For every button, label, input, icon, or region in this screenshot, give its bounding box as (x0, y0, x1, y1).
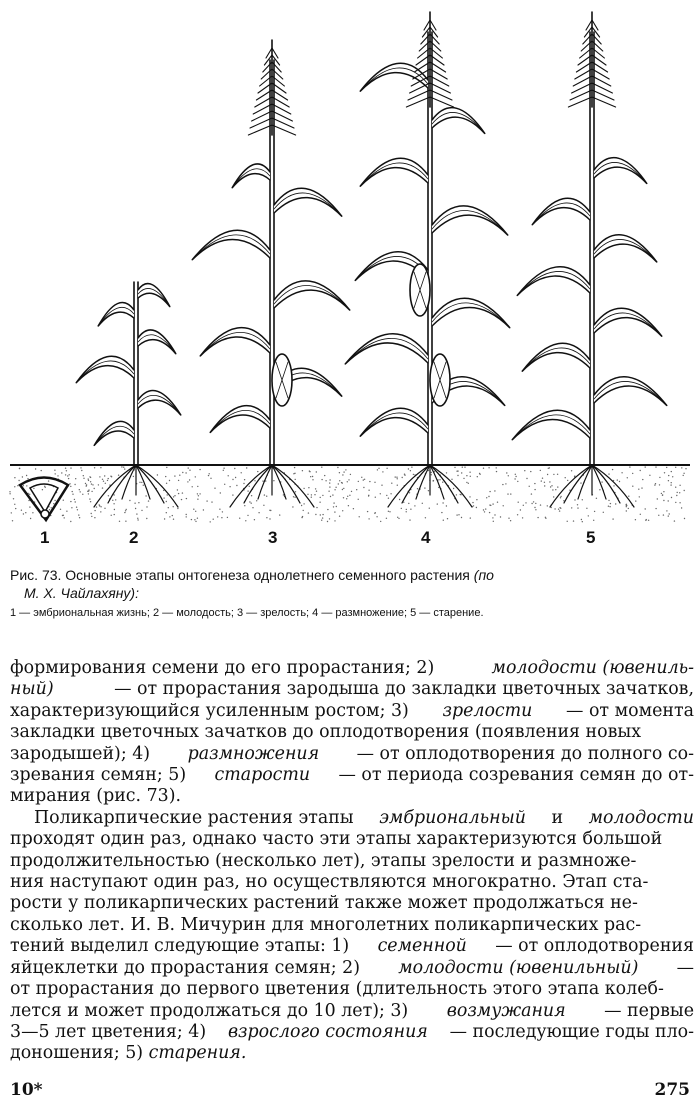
figure-label-4: 4 (421, 528, 431, 547)
text-segment: 3—5 лет цветения; 4) (10, 1021, 212, 1042)
text-segment: лется и может продолжаться до 10 лет); 3) (10, 1000, 414, 1021)
text-line (10, 915, 694, 936)
text-segment: и (545, 807, 569, 828)
text-line (10, 872, 694, 893)
text-line (10, 722, 694, 743)
text-segment: формирования семени до его прорастания; 2) (10, 658, 440, 678)
caption-prefix: Рис. 73. (10, 567, 62, 583)
page-footer (10, 1080, 690, 1102)
text-line (10, 1001, 694, 1022)
text-segment: — первые (598, 1000, 694, 1021)
text-segment: — от оплодотворения (489, 936, 694, 957)
text-segment: проходят один раз, однако часто эти этапы характеризуются большой (10, 829, 663, 850)
body-text (10, 658, 694, 1065)
text-segment: зревания семян; 5) (10, 765, 192, 786)
page-number: 275 (654, 1080, 690, 1100)
figure-caption (10, 566, 690, 622)
text-segment: эмбриональный (379, 807, 526, 828)
text-segment: старения. (148, 1043, 247, 1064)
text-line (10, 1043, 694, 1064)
text-segment: — последующие годы пло- (444, 1021, 694, 1042)
plant-stage-5 (512, 12, 667, 507)
text-line (10, 808, 694, 829)
text-segment: тений выделил следующие этапы: 1) (10, 936, 355, 957)
figure-label-2: 2 (129, 528, 139, 547)
text-segment: старости (214, 765, 311, 786)
figure-label-1: 1 (40, 528, 50, 547)
text-segment: сколько лет. И. В. Мичурин для многолетних поликарпических рас- (10, 914, 642, 935)
text-segment: — от прорастания зародыша до закладки цветочных зачатков, (108, 679, 694, 700)
text-segment: размножения (187, 743, 320, 764)
text-segment: ный) (10, 679, 54, 700)
text-segment: молодости (ювенильный) (398, 957, 639, 978)
text-segment: зрелости (442, 700, 533, 721)
signature-mark: 10* (10, 1080, 43, 1100)
text-line (10, 679, 694, 700)
text-segment: рости у поликарпических растений также может продолжаться не- (10, 893, 638, 914)
text-line (10, 851, 694, 872)
text-segment: зародышей); 4) (10, 743, 156, 764)
caption-source-1: (по (473, 567, 494, 583)
text-line (10, 701, 694, 722)
seed-drawing (20, 478, 68, 521)
plant-stage-4 (345, 12, 510, 507)
caption-legend: 1 — эмбриональная жизнь; 2 — молодость; 3 — зрелость; 4 — размножение; 5 — старение. (10, 607, 484, 619)
text-line (10, 893, 694, 914)
text-line (10, 786, 694, 807)
text-segment: — от периода созревания семян до от- (332, 765, 694, 786)
plant-stage-3 (192, 40, 350, 507)
text-segment: мирания (рис. 73). (10, 786, 182, 807)
text-segment: — от оплодотворения до полного со- (351, 743, 694, 764)
text-segment: молодости (588, 807, 694, 828)
text-segment: молодости (ювениль- (491, 658, 694, 678)
figure-label-3: 3 (268, 528, 278, 547)
text-line (10, 829, 694, 850)
caption-source-2: М. Х. Чайлахяну): (24, 585, 139, 601)
text-segment: возмужания (446, 1000, 566, 1021)
caption-title: Основные этапы онтогенеза однолетнего семенного растения (65, 567, 470, 583)
text-line (10, 979, 694, 1000)
text-segment: — (671, 957, 694, 978)
text-segment: семенной (377, 936, 467, 957)
text-segment: от прорастания до первого цветения (длительность этого этапа колеб- (10, 979, 664, 1000)
text-line (10, 658, 694, 679)
text-line (10, 744, 694, 765)
text-segment: характеризующийся усиленным ростом; 3) (10, 700, 415, 721)
text-line (10, 765, 694, 786)
text-segment: — от момента (560, 700, 694, 721)
text-segment: продолжительностью (несколько лет), этапы зрелости и размноже- (10, 850, 637, 871)
plant-stage-2 (76, 282, 181, 507)
text-segment: ния наступают один раз, но осуществляются многократно. Этап ста- (10, 872, 649, 893)
text-line (10, 1022, 694, 1043)
figure-label-5: 5 (586, 528, 596, 547)
text-line (10, 936, 694, 957)
text-segment: яйцеклетки до прорастания семян; 2) (10, 957, 366, 978)
text-segment: закладки цветочных зачатков до оплодотворения (появления новых (10, 722, 642, 743)
text-segment: Поликарпические растения этапы (34, 807, 360, 828)
text-segment: взрослого состояния (227, 1021, 428, 1042)
text-segment: доношения; 5) (10, 1043, 149, 1064)
text-line (10, 958, 694, 979)
